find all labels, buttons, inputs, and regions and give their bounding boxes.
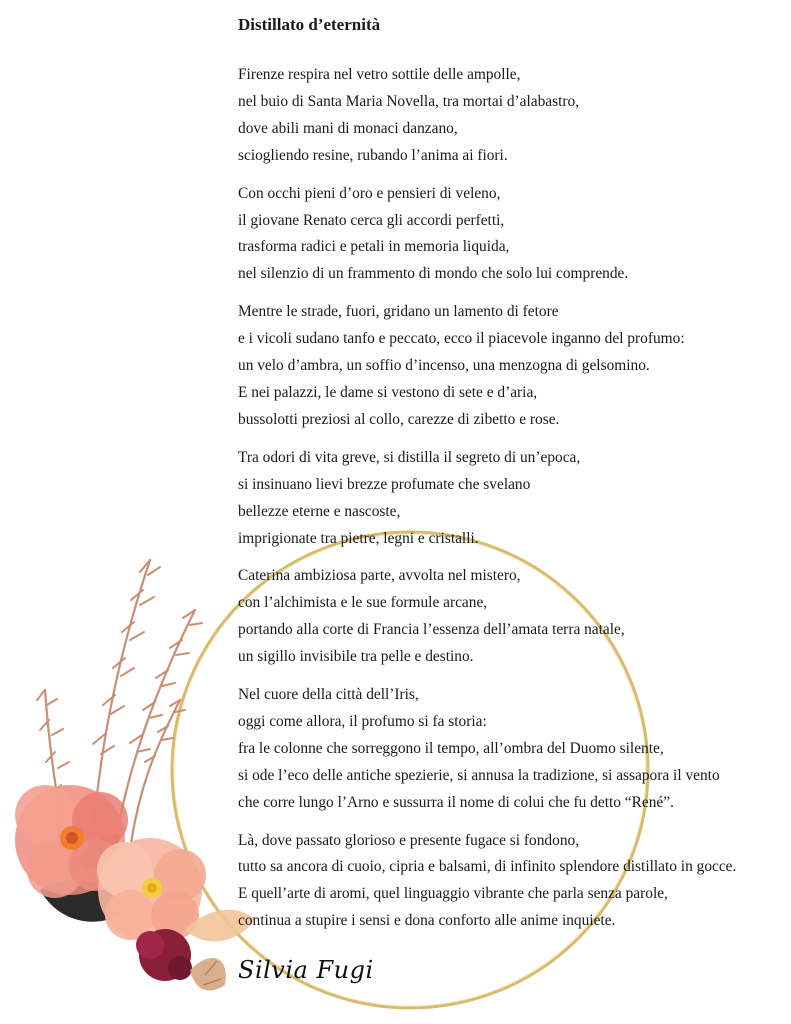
branch-leaves [37,560,202,795]
poem-line: e i vicoli sudano tanfo e peccato, ecco il piacevole inganno del profumo: [238,330,685,348]
poem-line: un sigillo invisibile tra pelle e destino. [238,648,474,666]
poem-line: dove abili mani di monaci danzano, [238,119,458,137]
author-signature: Silvia Fugi [238,956,374,984]
poem-line: nel buio di Santa Maria Novella, tra mortai d’alabastro, [238,92,580,110]
poem-line: Nel cuore della città dell’Iris, [238,686,419,704]
poem-line: nel silenzio di un frammento di mondo che solo lui comprende. [238,265,629,283]
poem-line: continua a stupire i sensi e dona conforto alle anime inquiete. [238,912,616,930]
poem-body [238,14,783,946]
poem-title: Distillato d’eternità [238,15,381,34]
poem-line: bellezze eterne e nascoste, [238,502,401,520]
poem-line: si insinuano lievi brezze profumate che svelano [238,475,531,493]
poem-stanzas [238,62,783,935]
stanza [238,62,783,170]
poem-line: imprigionate tra pietre, legni e cristalli. [238,529,479,547]
poem-line: che corre lungo l’Arno e sussurra il nome di colui che fu detto “René”. [238,793,674,811]
stanza [238,682,783,817]
poem-line: un velo d’ambra, un soffio d’incenso, una menzogna di gelsomino. [238,357,650,375]
poem-line: Mentre le strade, fuori, gridano un lamento di fetore [238,303,559,321]
stanza [238,563,783,671]
gold-leaf [190,958,226,990]
poem-line: portando alla corte di Francia l’essenza dell’amata terra natale, [238,621,625,639]
poem-line: E quell’arte di aromi, quel linguaggio vibrante che parla senza parole, [238,885,668,903]
stanza [238,181,783,289]
poem-line: E nei palazzi, le dame si vestono di sete e d’aria, [238,383,538,401]
stanza [238,299,783,434]
stanza [238,445,783,553]
poem-line: si ode l’eco delle antiche spezierie, si annusa la tradizione, si assapora il vento [238,766,720,784]
poem-line: il giovane Renato cerca gli accordi perfetti, [238,211,505,229]
poem-line: oggi come allora, il profumo si fa storia: [238,712,487,730]
poem-line: con l’alchimista e le sue formule arcane, [238,594,488,612]
poem-line: Con occhi pieni d’oro e pensieri di veleno, [238,184,501,202]
poem-line: tutto sa ancora di cuoio, cipria e balsami, di infinito splendore distillato in gocce. [238,858,737,876]
poem-line: trasforma radici e petali in memoria liquida, [238,238,510,256]
poem-line: Tra odori di vita greve, si distilla il segreto di un’epoca, [238,448,581,466]
poem-line: Caterina ambiziosa parte, avvolta nel mistero, [238,567,521,585]
poem-line: sciogliendo resine, rubando l’anima ai fiori. [238,146,508,164]
poem-line: bussolotti preziosi al collo, carezze di zibetto e rose. [238,410,560,428]
stanza [238,828,783,936]
poem-line: fra le colonne che sorreggono il tempo, all’ombra del Duomo silente, [238,739,664,757]
poem-line: Là, dove passato glorioso e presente fugace si fondono, [238,831,580,849]
poem-line: Firenze respira nel vetro sottile delle ampolle, [238,66,521,83]
